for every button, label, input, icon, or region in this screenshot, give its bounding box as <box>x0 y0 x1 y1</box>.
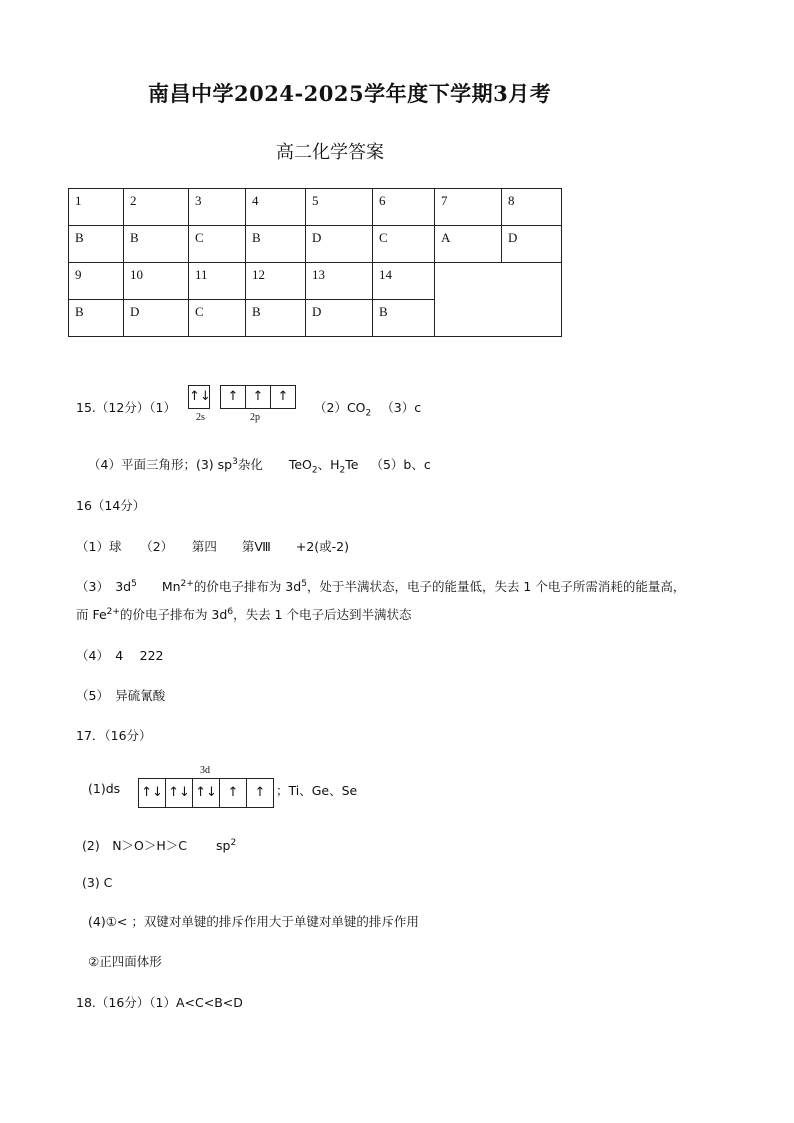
text-span: （3） 3d <box>76 579 132 594</box>
superscript: 5 <box>131 578 137 589</box>
q17-tail: ；Ti、Ge、Se <box>276 783 358 798</box>
orbital-cell: ↑↓ <box>139 779 166 807</box>
text-span: Mn <box>136 579 181 594</box>
table-cell: 10 <box>124 263 189 300</box>
table-cell: C <box>189 226 246 263</box>
table-cell: D <box>306 226 373 263</box>
orbital-cell: ↑ <box>277 389 289 404</box>
orbital-cell: ↑↓ <box>193 779 220 807</box>
q15-part2 <box>314 398 421 419</box>
q15-part3-text: （3）c <box>381 400 422 415</box>
table-cell: 6 <box>373 189 435 226</box>
table-cell: 7 <box>435 189 502 226</box>
text-span: ，失去 1 个电子后达到半满状态 <box>233 607 412 622</box>
subscript: 2 <box>365 408 372 419</box>
superscript: 5 <box>301 578 307 589</box>
orbital-cell: ↑↓ <box>189 389 211 404</box>
table-cell: B <box>69 226 124 263</box>
q16-line5: （5） 异硫氰酸 <box>76 688 166 703</box>
superscript: 2+ <box>180 578 194 589</box>
orbital-label-2s: 2s <box>196 412 205 423</box>
orbital-cell: ↑↓ <box>166 779 193 807</box>
q15-part5-text: （5）b、c <box>370 457 431 472</box>
q17-lead: (1)ds <box>88 781 121 796</box>
table-cell: B <box>69 300 124 337</box>
q15-part4-text: （4）平面三角形；(3) sp <box>88 457 233 472</box>
table-cell: 1 <box>69 189 124 226</box>
orbital-cell: ↑ <box>254 785 266 800</box>
q16-line4: （4） 4 222 <box>76 648 164 663</box>
table-empty-cell <box>435 263 562 337</box>
table-cell: 8 <box>502 189 562 226</box>
q18-heading: 18.（16分）（1）A<C<B<D <box>76 995 243 1010</box>
table-cell: D <box>306 300 373 337</box>
superscript: 6 <box>227 606 234 617</box>
text-span: ，处于半满状态，电子的能量低，失去 1 个电子所需消耗的能量高， <box>306 579 686 594</box>
table-cell: D <box>502 226 562 263</box>
subscript: 2 <box>339 465 346 476</box>
superscript: 2 <box>230 837 237 848</box>
page-subtitle: 高二化学答案 <box>276 142 384 163</box>
q17-heading: 17．（16分） <box>76 728 152 743</box>
table-cell: 2 <box>124 189 189 226</box>
orbital-cell: ↑ <box>246 386 271 408</box>
text-span: (2) N＞O＞H＞C sp <box>82 838 231 853</box>
page-title: 南昌中学2024-2025学年度下学期3月考 <box>148 81 552 106</box>
orbital-cell: ↑ <box>220 779 247 807</box>
table-cell: 13 <box>306 263 373 300</box>
table-cell: B <box>373 300 435 337</box>
table-cell: C <box>189 300 246 337</box>
table-cell: 5 <box>306 189 373 226</box>
table-row <box>69 226 562 263</box>
orbital-box-2s <box>188 385 210 409</box>
q16-line3 <box>76 605 411 623</box>
table-cell: 11 <box>189 263 246 300</box>
text-span: 而 Fe <box>76 607 107 622</box>
q17-line2 <box>82 836 236 854</box>
subscript: 2 <box>311 465 318 476</box>
q16-line2 <box>76 577 685 595</box>
q16-line1: （1）球 （2） 第四 第Ⅷ +2(或-2) <box>76 539 350 554</box>
table-cell: B <box>246 300 306 337</box>
table-cell: B <box>246 226 306 263</box>
q15-lead: 15.（12分）（1） <box>76 400 176 415</box>
table-cell: 9 <box>69 263 124 300</box>
table-cell: C <box>373 226 435 263</box>
table-cell: 3 <box>189 189 246 226</box>
formula-text: Te <box>345 457 359 472</box>
table-row <box>69 189 562 226</box>
q17-line4: (4)①< ；双键对单键的排斥作用大于单键对单键的排斥作用 <box>88 914 419 929</box>
text-span: 的价电子排布为 3d <box>193 579 302 594</box>
table-cell: 12 <box>246 263 306 300</box>
superscript: 2+ <box>106 606 120 617</box>
q16-heading: 16（14分） <box>76 498 146 513</box>
superscript: 3 <box>232 456 238 467</box>
q17-line5: ②正四面体形 <box>88 954 162 969</box>
formula-text: TeO <box>288 457 312 472</box>
q15-line2 <box>88 455 431 476</box>
q15-hybrid-text: 杂化 <box>237 457 263 472</box>
text-span: 的价电子排布为 3d <box>119 607 228 622</box>
table-cell: D <box>124 300 189 337</box>
table-row <box>69 263 562 300</box>
q15-part2-text: （2）CO <box>314 400 366 415</box>
orbital-label-3d: 3d <box>200 765 210 776</box>
q17-line3: (3) C <box>82 875 113 890</box>
table-cell: B <box>124 226 189 263</box>
formula-text: 、H <box>317 457 340 472</box>
orbital-box-2p <box>220 385 296 409</box>
table-cell: 14 <box>373 263 435 300</box>
table-cell: A <box>435 226 502 263</box>
orbital-label-2p: 2p <box>250 412 260 423</box>
answer-table <box>68 188 562 337</box>
orbital-box-3d <box>138 778 274 808</box>
orbital-cell: ↑ <box>221 386 246 408</box>
table-cell: 4 <box>246 189 306 226</box>
